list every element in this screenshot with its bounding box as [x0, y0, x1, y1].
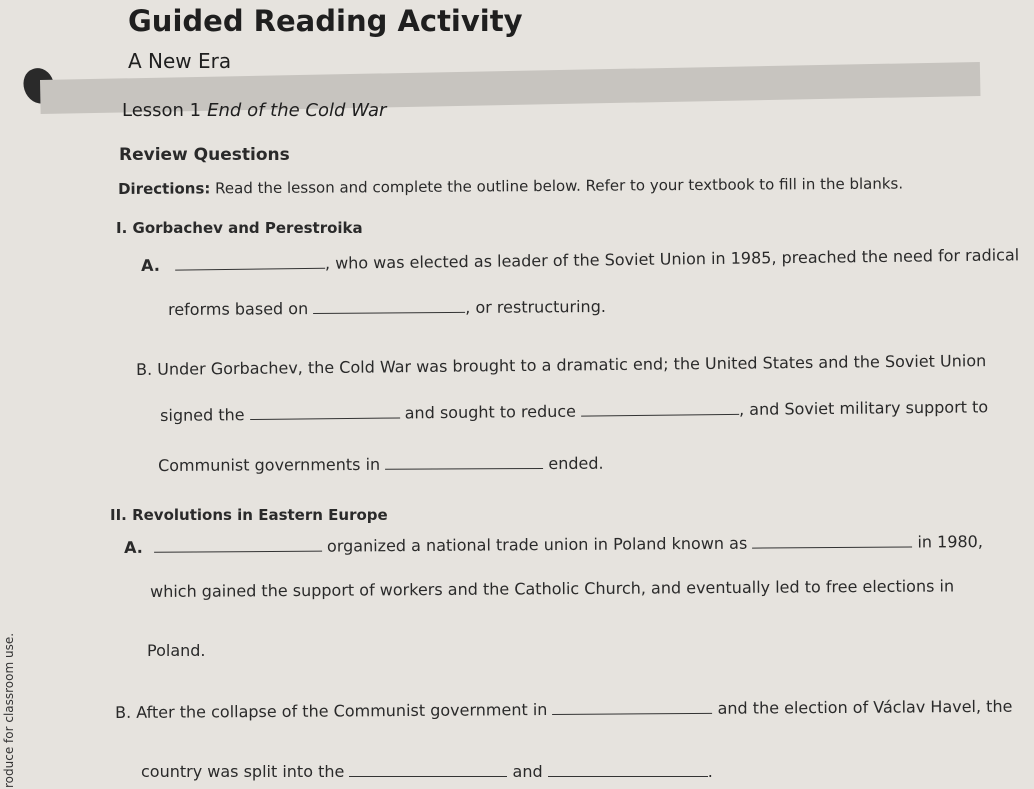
blank-s2-b-1[interactable]	[552, 699, 712, 715]
s1-b-line2-before: signed the	[160, 405, 245, 425]
lesson-heading	[122, 100, 386, 121]
s1-a-line2-before: reforms based on	[168, 299, 309, 319]
s1-a-line2-after: , or restructuring.	[465, 296, 606, 317]
chapter-subtitle: A New Era	[128, 49, 232, 73]
s1-b-line2-after: , and Soviet military support to	[738, 397, 989, 419]
page-title: Guided Reading Activity	[128, 4, 523, 38]
blank-s2-b-3[interactable]	[548, 762, 708, 777]
blank-s2-a-2[interactable]	[752, 532, 912, 548]
s1-b-line3-after: ended.	[548, 453, 604, 473]
lesson-label: Lesson 1	[122, 100, 202, 121]
section-1-heading: I. Gorbachev and Perestroika	[116, 219, 363, 237]
s2-a-letter: A.	[124, 537, 143, 557]
blank-s1-a-1[interactable]	[175, 254, 325, 271]
s2-a-line1	[124, 532, 983, 557]
s1-b-line3-before: Communist governments in	[158, 454, 381, 475]
s1-a-letter: A.	[141, 255, 160, 275]
s2-a-line3: Poland.	[147, 641, 206, 660]
blank-s2-a-1[interactable]	[154, 537, 322, 553]
lesson-name: End of the Cold War	[207, 100, 387, 121]
blank-s1-b-2[interactable]	[581, 400, 739, 417]
review-heading: Review Questions	[119, 145, 290, 165]
s2-b-line1	[115, 697, 1012, 722]
s2-a-line2: which gained the support of workers and the Catholic Church, and eventually led to free elections in	[150, 576, 955, 601]
s2-b-line2-before: country was split into the	[141, 762, 345, 781]
s2-b-line2-after: .	[707, 762, 713, 781]
s2-b-line2	[141, 762, 713, 781]
s2-a-line1-after: in 1980,	[917, 532, 983, 552]
s1-a-line1	[141, 245, 1019, 275]
s2-b-line2-mid: and	[512, 762, 543, 781]
s1-b-line2	[160, 397, 988, 425]
copyright-side-text: roduce for classroom use.	[2, 632, 16, 788]
s1-a-line2	[168, 297, 606, 319]
s1-b-line1: B. Under Gorbachev, the Cold War was brought to a dramatic end; the United States and the Soviet Union	[136, 351, 987, 379]
s1-b-line2-mid: and sought to reduce	[404, 401, 577, 423]
s2-b-line1-before: B. After the collapse of the Communist government in	[115, 699, 548, 722]
s1-a-line1-text: , who was elected as leader of the Soviet Union in 1985, preached the need for radical	[324, 245, 1020, 273]
blank-s1-a-2[interactable]	[313, 298, 465, 314]
directions-label: Directions:	[118, 179, 211, 198]
blank-s2-b-2[interactable]	[349, 762, 507, 777]
directions-text: Read the lesson and complete the outline below. Refer to your textbook to fill in the blanks.	[215, 174, 904, 198]
s1-b-line3	[158, 454, 604, 475]
section-2-heading: II. Revolutions in Eastern Europe	[110, 506, 388, 524]
directions	[118, 175, 903, 198]
blank-s1-b-3[interactable]	[385, 454, 543, 470]
blank-s1-b-1[interactable]	[250, 403, 400, 420]
s2-a-line1-mid: organized a national trade union in Poland known as	[326, 533, 748, 556]
s2-b-line1-after: and the election of Václav Havel, the	[717, 696, 1013, 718]
